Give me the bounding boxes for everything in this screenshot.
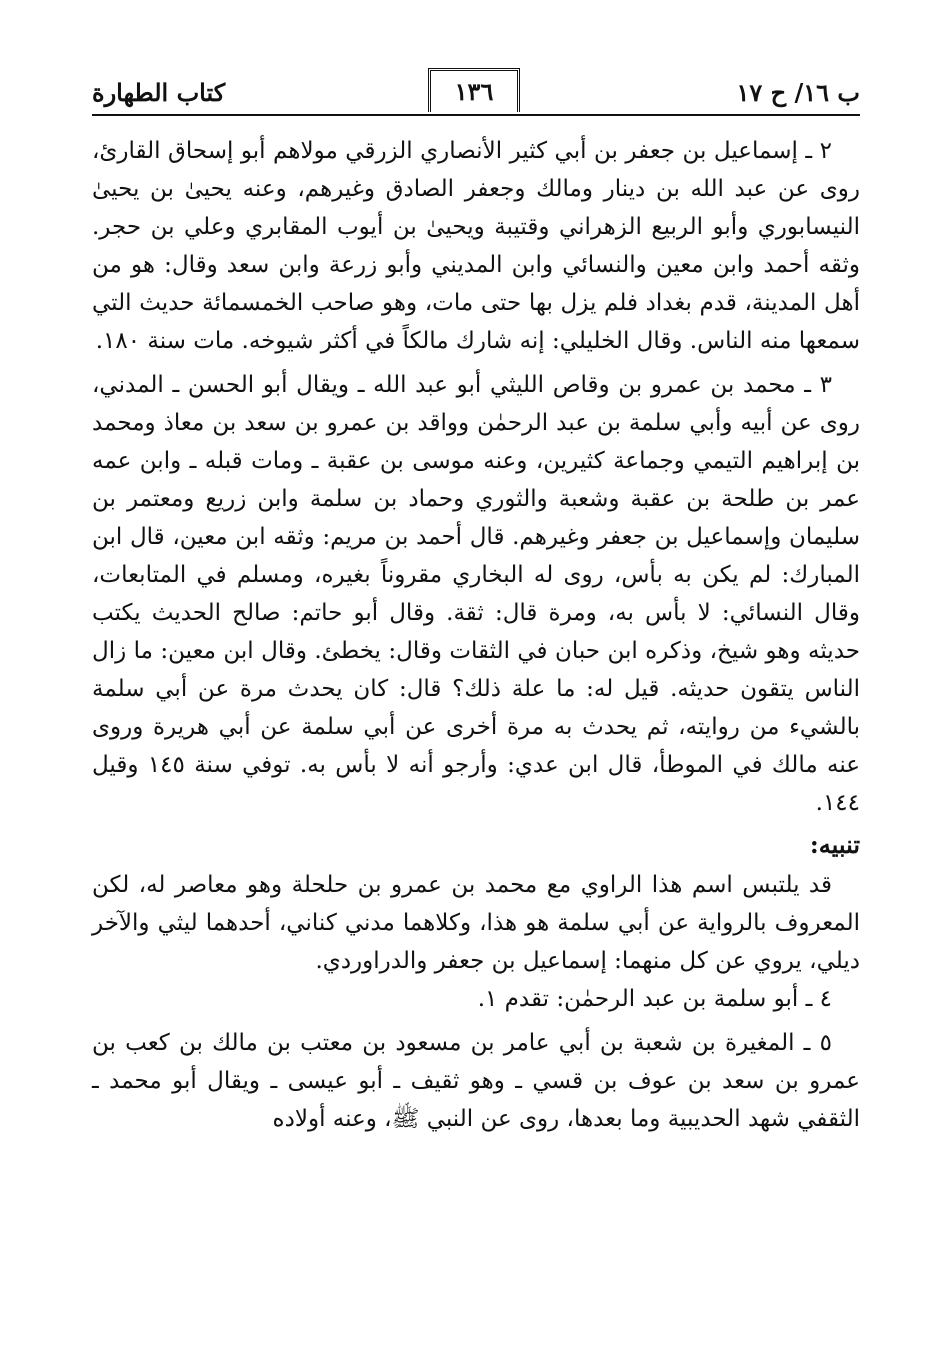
book-title: كتاب الطهارة: [92, 78, 226, 107]
narrator-entry-4: ٤ ـ أبو سلمة بن عبد الرحمٰن: تقدم ١.: [477, 986, 832, 1012]
narrator-entry-3: ٣ ـ محمد بن عمرو بن وقاص الليثي أبو عبد الله ـ ويقال أبو الحسن ـ المدني، روى عن أبيه وأبي سلمة بن عبد الرحمٰن وواقد بن عمرو بن سعد بن معاذ ومحمد بن إبراهيم التيمي وجماعة كثيرين، وعنه موسى بن عقبة ـ ومات قبله ـ وابن عمه عمر بن طلحة بن عقبة وشعبة والثوري وحماد بن سلمة وابن زريع ومعتمر بن سليمان وإسماعيل بن جعفر وغيرهم. قال أحمد بن مريم: وثقه ابن معين، قال ابن المبارك: لم يكن به بأس، روى له البخاري مقروناً بغيره، ومسلم في المتابعات، وقال النسائي: لا بأس به، ومرة قال: ثقة. وقال أبو حاتم: صالح الحديث يكتب حديثه وهو شيخ، وذكره ابن حبان في الثقات وقال: يخطئ. وقال ابن معين: ما زال الناس يتقون حديثه. قيل له: ما علة ذلك؟ قال: كان يحدث مرة عن أبي سلمة بالشيء من روايته، ثم يحدث به مرة أخرى عن أبي سلمة عن أبي هريرة وروى عنه مالك في الموطأ، قال ابن عدي: وأرجو أنه لا بأس به. توفي سنة ١٤٥ وقيل ١٤٤.: [92, 372, 860, 816]
note-heading: تنبيه:: [809, 830, 860, 859]
note-paragraph: قد يلتبس اسم هذا الراوي مع محمد بن عمرو بن حلحلة وهو معاصر له، لكن المعروف بالرواية عن أبي سلمة هو هذا، وكلاهما مدني كناني، أحدهما ليثي والآخر ديلي، يروي عن كل منهما: إسماعيل بن جعفر والدراوردي.: [92, 872, 860, 974]
narrator-entry-5: ٥ ـ المغيرة بن شعبة بن أبي عامر بن مسعود بن معتب بن مالك بن كعب بن عمرو بن سعد بن عوف بن قسي ـ وهو ثقيف ـ أبو عيسى ـ ويقال أبو محمد ـ الثقفي شهد الحديبية وما بعدها، روى عن النبي ﷺ، وعنه أولاده: [92, 1030, 860, 1132]
narrator-entry-2: ٢ ـ إسماعيل بن جعفر بن أبي كثير الأنصاري الزرقي مولاهم أبو إسحاق القارئ، روى عن عبد الله بن دينار ومالك وجعفر الصادق وغيرهم، وعنه يحيىٰ بن يحيىٰ النيسابوري وأبو الربيع الزهراني وقتيبة ويحيىٰ بن أيوب المقابري وعلي بن حجر. وثقه أحمد وابن معين والنسائي وابن المديني وأبو زرعة وابن سعد وقال: هو من أهل المدينة، قدم بغداد فلم يزل بها حتى مات، وهو صاحب الخمسمائة حديث التي سمعها منه الناس. وقال الخليلي: إنه شارك مالكاً في أكثر شيوخه. مات سنة ١٨٠.: [92, 138, 860, 354]
hadith-reference: ب ١٦/ ح ١٧: [736, 78, 860, 107]
page-body: [92, 116, 860, 1138]
page-number: ١٣٦: [428, 68, 520, 112]
book-page: [92, 68, 860, 1328]
page-header: [92, 68, 860, 116]
